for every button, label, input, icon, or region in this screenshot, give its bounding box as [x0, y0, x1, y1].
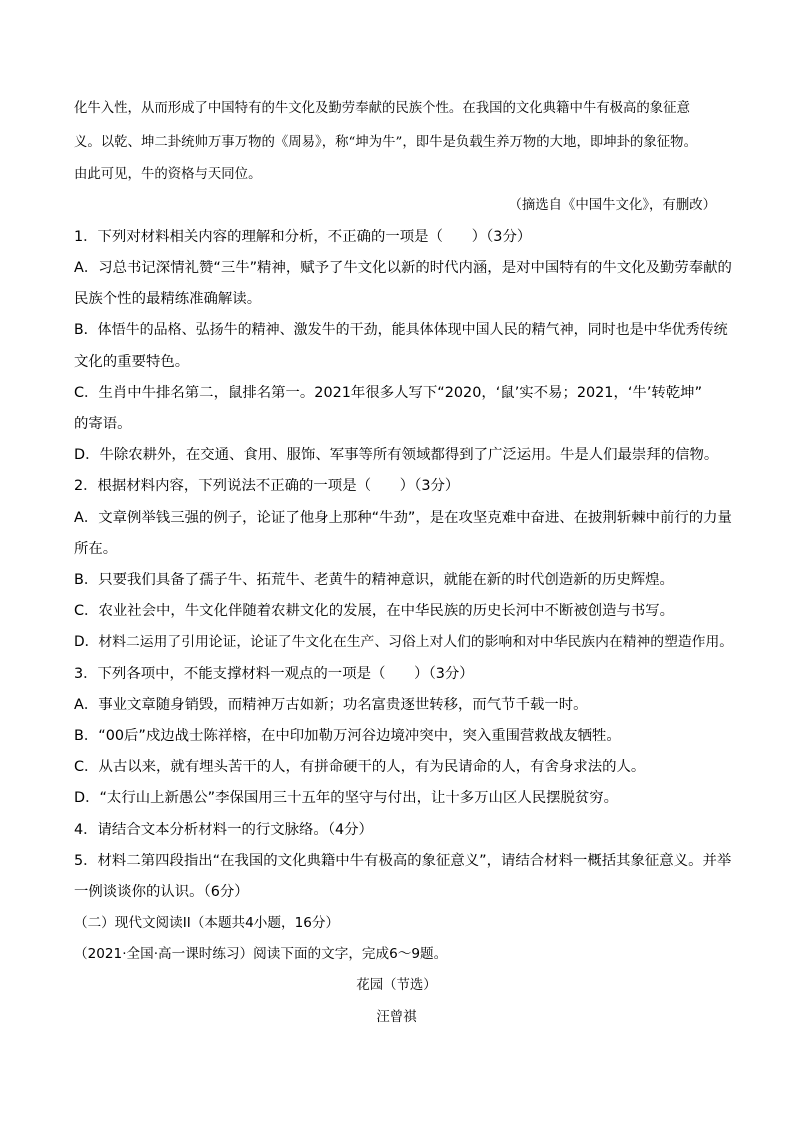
question-1-option-c: C．生肖中牛排名第二，鼠排名第一。2021年很多人写下“2020，‘鼠’实不易；2021，‘牛’转乾坤”	[74, 385, 703, 401]
question-1-option-b-cont: 文化的重要特色。	[74, 354, 190, 370]
question-1-option-a: A．习总书记深情礼赞“三牛”精神，赋予了牛文化以新的时代内涵，是对中国特有的牛文化及勤劳奉献的	[74, 260, 732, 276]
question-1-option-c-cont: 的寄语。	[74, 416, 132, 432]
question-3-stem: 3．下列各项中，不能支撑材料一观点的一项是（ ）（3分）	[74, 666, 474, 682]
question-3-option-b: B．“00后”戍边战士陈祥榕，在中印加勒万河谷边境冲突中，突入重围营救战友牺牲。	[74, 728, 621, 744]
question-3-option-c: C．从古以来，就有埋头苦干的人，有拼命硬干的人，有为民请命的人，有舍身求法的人。	[74, 759, 646, 775]
question-5: 5．材料二第四段指出“在我国的文化典籍中牛有极高的象征意义”，请结合材料一概括其象征意义。并举	[74, 853, 732, 869]
question-1-option-d: D．牛除农耕外，在交通、食用、服饰、军事等所有领域都得到了广泛运用。牛是人们最崇拜的信物。	[74, 447, 719, 463]
question-5-cont: 一例谈谈你的认识。（6分）	[74, 884, 249, 900]
question-2-option-a-cont: 所在。	[74, 541, 118, 557]
passage-line-1: 化牛入性，从而形成了中国特有的牛文化及勤劳奉献的民族个性。在我国的文化典籍中牛有极高的象征意	[74, 101, 690, 116]
question-2-stem: 2．根据材料内容，下列说法不正确的一项是（ ）（3分）	[74, 478, 460, 494]
question-2-option-b: B．只要我们具备了孺子牛、拓荒牛、老黄牛的精神意识，就能在新的时代创造新的历史辉煌。	[74, 572, 674, 588]
passage-line-3: 由此可见，牛的资格与天同位。	[74, 167, 262, 182]
section-instruction: （2021·全国·高一课时练习）阅读下面的文字，完成6～9题。	[74, 946, 448, 962]
question-3-option-a: A．事业文章随身销毁，而精神万古如新；功名富贵逐世转移，而气节千载一时。	[74, 697, 588, 713]
next-text-author: 汪曾祺	[376, 1010, 417, 1025]
question-4: 4．请结合文本分析材料一的行文脉络。（4分）	[74, 822, 373, 838]
question-2-option-d: D．材料二运用了引用论证，论证了牛文化在生产、习俗上对人们的影响和对中华民族内在精神的塑造作用。	[74, 634, 734, 650]
question-3-option-d: D．“太行山上新愚公”李保国用三十五年的坚守与付出，让十多万山区人民摆脱贫穷。	[74, 790, 619, 806]
question-1-option-b: B．体悟牛的品格、弘扬牛的精神、激发牛的干劲，能具体体现中国人民的精气神，同时也是中华优秀传统	[74, 322, 728, 338]
question-2-option-c: C．农业社会中，牛文化伴随着农耕文化的发展，在中华民族的历史长河中不断被创造与书写。	[74, 603, 675, 619]
next-text-title: 花园（节选）	[356, 978, 437, 993]
section-heading: （二）现代文阅读II（本题共4小题，16分）	[74, 915, 340, 931]
question-1-option-a-cont: 民族个性的最精练准确解读。	[74, 291, 262, 307]
question-2-option-a: A．文章例举钱三强的例子，论证了他身上那种“牛劲”，是在攻坚克难中奋进、在披荆斩棘中前行的力量	[74, 510, 732, 526]
passage-source: （摘选自《中国牛文化》，有删改）	[508, 198, 716, 213]
question-1-stem: 1．下列对材料相关内容的理解和分析，不正确的一项是（ ）（3分）	[74, 229, 532, 245]
passage-line-2: 义。以乾、坤二卦统帅万事万物的《周易》，称“坤为牛”，即牛是负载生养万物的大地，即坤卦的象征物。	[74, 135, 697, 150]
